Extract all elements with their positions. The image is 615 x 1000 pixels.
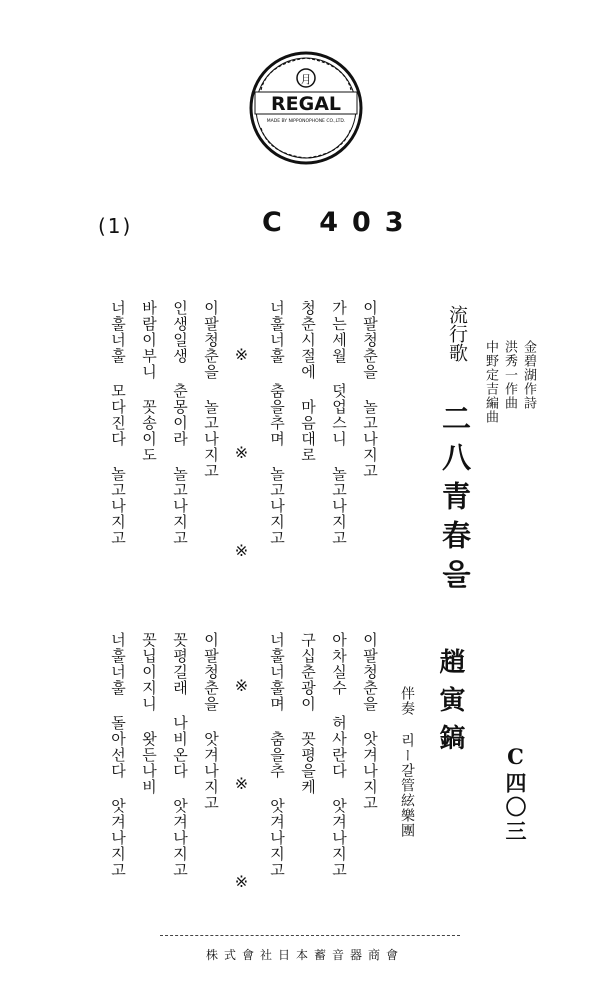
logo-brand: REGAL [270, 93, 342, 115]
lyric-line: 청춘시절에 마음대로 [299, 300, 317, 463]
accompaniment: 伴奏 리ー갈管絃樂團 [399, 686, 415, 838]
lyric-line: 너훌너훌 춤을추며 놀고나지고 [268, 300, 286, 546]
regal-logo [247, 50, 365, 166]
verse-separator: ※ ※ ※ [232, 345, 251, 590]
genre-label: 流行歌 [446, 305, 468, 362]
credit-lyricist: 金碧湖作詩 [521, 340, 536, 410]
lyric-line: 꼿닙이지니 왓든나비 [140, 632, 158, 795]
lyric-line: 인생일생 춘몽이라 놀고나지고 [171, 300, 189, 546]
catalog-side-label: (1) [98, 214, 133, 238]
song-title: 二八青春을 [438, 403, 472, 598]
credit-arranger: 中野定吉編曲 [483, 340, 498, 424]
publisher-footer: 株式會社日本蓄音器商會 [206, 948, 405, 962]
lyric-line: 가는세월 덧업스니 놀고나지고 [330, 300, 348, 546]
lyric-line: 아차실수 허사란다 앗겨나지고 [330, 632, 348, 878]
lyric-line: 너훌너훌며 춤을추 앗겨나지고 [268, 632, 286, 878]
lyric-line: 이팔청춘을 놀고나지고 [202, 300, 220, 479]
lyric-line: 너훌너훌 모다진다 놀고나지고 [109, 300, 127, 546]
footer-divider [160, 935, 460, 936]
logo-emblem: 月 [300, 73, 312, 86]
verse-separator: ※ ※ ※ [232, 676, 251, 921]
lyric-line: 꼿평길래 나비온다 앗겨나지고 [171, 632, 189, 878]
credit-composer: 洪秀一作曲 [502, 340, 517, 410]
catalog-number: C 403 [262, 207, 418, 238]
catalog-number-vertical: C四〇三 [503, 744, 528, 844]
lyric-line: 이팔청춘을 앗겨나지고 [361, 632, 379, 811]
lyric-line: 바람이부니 꼿송이도 [140, 300, 158, 463]
lyric-line: 이팔청춘을 앗겨나지고 [202, 632, 220, 811]
lyric-line: 구십춘광이 꼿평을케 [299, 632, 317, 795]
lyric-line: 이팔청춘을 놀고나지고 [361, 300, 379, 479]
performer-name: 趙寅鎬 [435, 648, 465, 762]
lyric-line: 너훌너훌 돌아선다 앗겨나지고 [109, 632, 127, 878]
logo-subtext: MADE BY NIPPONOPHONE CO.,LTD. [266, 119, 346, 124]
